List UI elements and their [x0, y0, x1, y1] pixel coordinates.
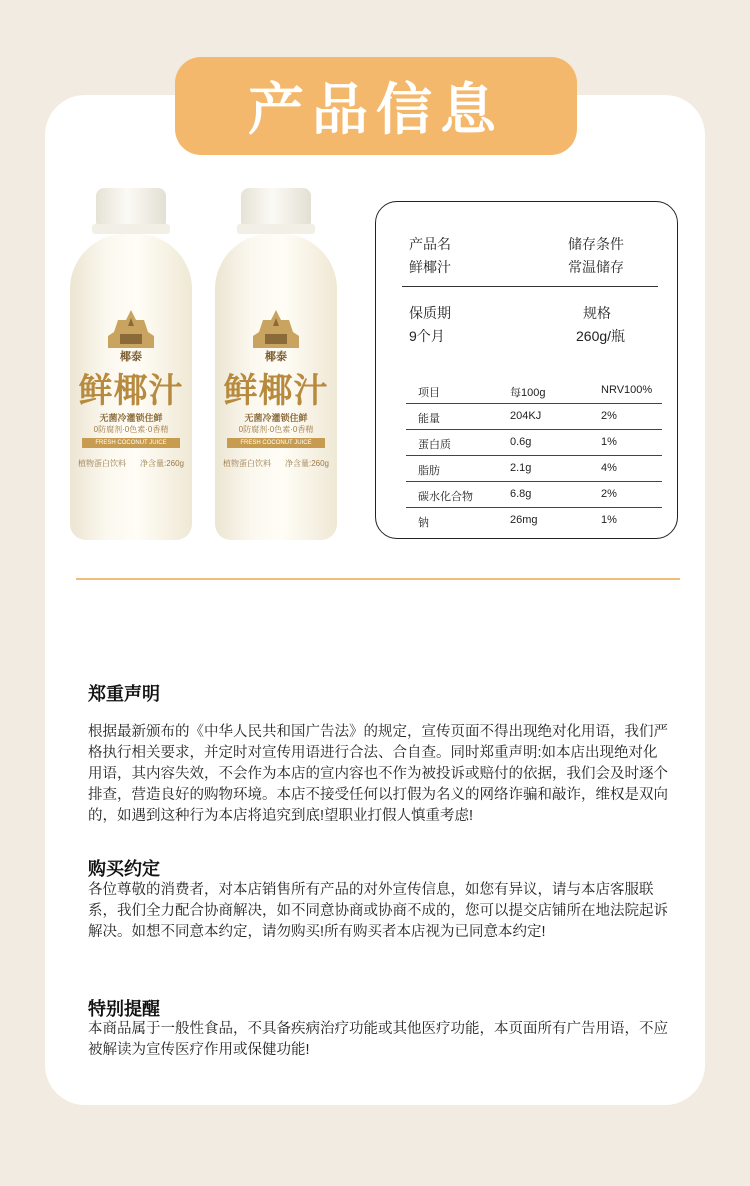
brand-crest-icon: [251, 308, 301, 350]
nutrient-amount: 6.8g: [510, 488, 532, 500]
nutrient-amount: 204KJ: [510, 410, 542, 422]
special-reminder-text: 本商品属于一般性食品，不具备疾病治疗功能或其他医疗功能，本页面所有广告用语，不应被解读为宣传医疗作用或保健功能!: [88, 1021, 668, 1058]
bottle-type-label: 植物蛋白饮料: [78, 459, 126, 468]
table-row: [406, 482, 662, 508]
product-info-box: [375, 201, 678, 539]
info-separator: [402, 286, 658, 287]
bottle-net-content: 净含量:260g: [139, 459, 184, 468]
bottle-product-name: 鲜椰汁: [223, 371, 329, 411]
bottle-cap: [96, 188, 166, 226]
nutrient-name: 能量: [418, 413, 440, 425]
nutrition-header-row: [406, 378, 662, 404]
spec-value: 260g/瓶: [576, 328, 626, 344]
spec-label: 规格: [583, 305, 611, 321]
section-divider: [76, 578, 680, 580]
nutrition-header-per100g: 每100g: [510, 387, 546, 399]
storage-value: 常温储存: [568, 259, 624, 275]
statement-text: 根据最新颁布的《中华人民共和国广告法》的规定，宣传页面不得出现绝对化用语，我们严格执行相关要求，并定时对宣传用语进行合法、合自查。同时郑重声明:如本店出现绝对化用语，其内容失效，不会作为本店的宣内容也不作为被投诉或赔付的依据，我们会及时逐个排查，营造良好的购物环境。本店不接受任何以打假为名义的网络诈骗和敲诈，维权是双向的，如遇到这种行为本店将追究到底!望职业打假人慎重考虑!: [88, 724, 668, 824]
purchase-agreement-text: 各位尊敬的消费者，对本店销售所有产品的对外宣传信息，如您有异议，请与本店客服联系，我们全力配合协商解决，如不同意协商或协商不成的，您可以提交店铺所在地法院起诉解决。如想不同意本约定，请勿购买!所有购买者本店视为已同意本约定!: [88, 882, 668, 940]
statement-title: 郑重声明: [88, 684, 160, 704]
product-bottle-image: [70, 188, 192, 540]
nutrition-table: [406, 378, 662, 533]
bottle-claims: 0防腐剂·0色素·0香精: [93, 425, 169, 434]
nutrition-header-nrv: NRV100%: [601, 384, 653, 396]
bottle-cap: [241, 188, 311, 226]
storage-label: 储存条件: [568, 236, 624, 252]
nutrient-nrv: 1%: [601, 436, 617, 448]
table-row: [406, 404, 662, 430]
bottle-claims: 0防腐剂·0色素·0香精: [238, 425, 314, 434]
special-reminder-title: 特别提醒: [88, 999, 160, 1019]
product-bottle-image: [215, 188, 337, 540]
section-header-tab: [175, 57, 577, 155]
nutrient-nrv: 4%: [601, 462, 617, 474]
nutrient-amount: 0.6g: [510, 436, 532, 448]
shelf-life-value: 9个月: [409, 328, 445, 344]
table-row: [406, 508, 662, 533]
table-row: [406, 430, 662, 456]
nutrition-header-item: 项目: [418, 387, 440, 399]
page-title: 产品信息: [248, 78, 504, 143]
product-name-label: 产品名: [409, 236, 451, 252]
brand-crest-icon: [106, 308, 156, 350]
nutrient-name: 钠: [418, 517, 429, 529]
nutrient-name: 碳水化合物: [418, 491, 473, 503]
purchase-agreement-title: 购买约定: [88, 859, 160, 879]
bottle-product-name: 鲜椰汁: [78, 371, 184, 411]
nutrient-nrv: 1%: [601, 514, 617, 526]
bottle-net-content: 净含量:260g: [284, 459, 329, 468]
bottle-tagline: 无菌冷灌锁住鲜: [99, 413, 163, 423]
bottle-brand: 椰泰: [265, 351, 287, 363]
bottle-tagline: 无菌冷灌锁住鲜: [244, 413, 308, 423]
bottle-type-label: 植物蛋白饮料: [223, 459, 271, 468]
table-row: [406, 456, 662, 482]
bottle-brand: 椰泰: [120, 351, 142, 363]
nutrient-nrv: 2%: [601, 488, 617, 500]
nutrient-amount: 2.1g: [510, 462, 532, 474]
shelf-life-label: 保质期: [409, 305, 451, 321]
nutrient-name: 蛋白质: [418, 439, 451, 451]
nutrient-name: 脂肪: [418, 465, 440, 477]
nutrient-nrv: 2%: [601, 410, 617, 422]
product-name-value: 鲜椰汁: [409, 259, 451, 275]
nutrient-amount: 26mg: [510, 514, 538, 526]
bottle-english-label: FRESH COCONUT JUICE: [82, 438, 180, 448]
bottle-english-label: FRESH COCONUT JUICE: [227, 438, 325, 448]
